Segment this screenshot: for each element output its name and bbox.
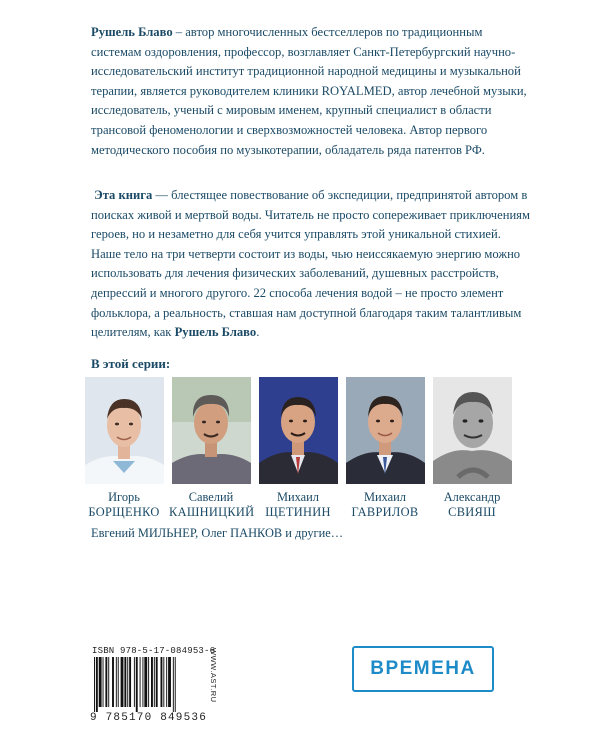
website-text: WWW.AST.RU	[209, 648, 218, 703]
barcode	[92, 657, 204, 712]
author-photo-kashnitsky	[172, 377, 251, 484]
barcode-number: 9 785170 849536	[90, 712, 208, 724]
barcode-bar	[129, 657, 131, 707]
barcode-bar	[103, 657, 104, 707]
barcode-bar	[151, 657, 153, 707]
book-description-text: — блестящее повествование об экспедиции, предпринятой автором в поисках живой и мертвой воды. Читатель не просто сопереживает приключениям героев, но и незаметно для себя учится управлять этой уникальной стихией. Наше тело на три четверти состоит из воды, чью неиссякаемую энергию можно использовать для лечения физических заболеваний, душевных расстройств, депрессий и многого другого. 22 способа лечения водой – не просто элемент фольклора, а реальность, ставшая нам доступной благодаря таким талантливым целителям, как	[91, 188, 530, 340]
series-author	[343, 490, 427, 520]
barcode-bar	[112, 657, 114, 707]
series-author	[169, 490, 253, 520]
barcode-bar	[175, 657, 176, 712]
barcode-bar	[134, 657, 135, 707]
barcode-bar	[168, 657, 171, 707]
author-first-name: Игорь	[108, 490, 140, 504]
barcode-bar	[118, 657, 119, 707]
barcode-bar	[94, 657, 95, 712]
author-photo-borshchenko	[85, 377, 164, 484]
barcode-bar	[154, 657, 155, 707]
author-bio	[91, 23, 531, 160]
barcode-bar	[140, 657, 141, 707]
series-author-names	[85, 490, 515, 526]
author-first-name: Александр	[443, 490, 501, 504]
author-photo-sviyash	[433, 377, 512, 484]
publisher-logo: ВРЕМЕНА	[352, 646, 494, 692]
series-author-photos	[85, 377, 515, 487]
series-author	[430, 490, 514, 520]
book-description-lead: Эта книга	[94, 188, 153, 202]
series-title: В этой серии:	[91, 356, 171, 371]
book-description-author-name: Рушель Блаво	[174, 325, 257, 340]
author-photo-gavrilov	[346, 377, 425, 484]
barcode-bar	[121, 657, 124, 707]
barcode-bar	[144, 657, 147, 707]
barcode-bar	[163, 657, 164, 707]
author-last-name: БОРЩЕНКО	[88, 505, 160, 519]
author-last-name: ГАВРИЛОВ	[351, 505, 419, 519]
author-name: Рушель Блаво	[91, 25, 173, 39]
author-first-name: Михаил	[277, 490, 319, 504]
barcode-bar	[142, 657, 143, 707]
barcode-bar	[161, 657, 163, 707]
author-last-name: КАШНИЦКИЙ	[169, 505, 255, 519]
barcode-bar	[105, 657, 107, 707]
barcode-bar	[116, 657, 117, 707]
author-bio-text: – автор многочисленных бестселлеров по традиционным системам оздоровления, профессор, возглавляет Санкт-Петербургский научно-исследовательский институт традиционной народной медицины и музыкальной терапии, является руководителем клиники ROYALMED, автор лечебной музыки, исследователь, ученый с мировым именем, крупный специалист в области трансовой феноменологии и сверхвозможностей человека. Автор первого методического пособия по музыкотерапии, обладатель ряда патентов РФ.	[91, 25, 527, 157]
author-last-name: СВИЯШ	[448, 505, 496, 519]
barcode-bar	[96, 657, 98, 712]
author-first-name: Михаил	[364, 490, 406, 504]
barcode-bar	[124, 657, 126, 707]
series-more-authors: Евгений МИЛЬНЕР, Олег ПАНКОВ и другие…	[91, 526, 344, 540]
barcode-bar	[166, 657, 167, 707]
author-photo-shchetinin	[259, 377, 338, 484]
isbn-text: ISBN 978-5-17-084953-6	[92, 646, 216, 656]
barcode-bar	[173, 657, 174, 712]
book-description	[91, 186, 531, 343]
barcode-bar	[108, 657, 109, 707]
barcode-bar	[148, 657, 149, 707]
book-description-end: .	[256, 325, 260, 340]
author-first-name: Савелий	[188, 490, 234, 504]
author-last-name: ЩЕТИНИН	[265, 505, 331, 519]
barcode-bar	[127, 657, 128, 707]
series-author	[82, 490, 166, 520]
barcode-bar	[136, 657, 138, 712]
series-author	[256, 490, 340, 520]
barcode-bar	[99, 657, 102, 707]
barcode-bar	[156, 657, 158, 707]
